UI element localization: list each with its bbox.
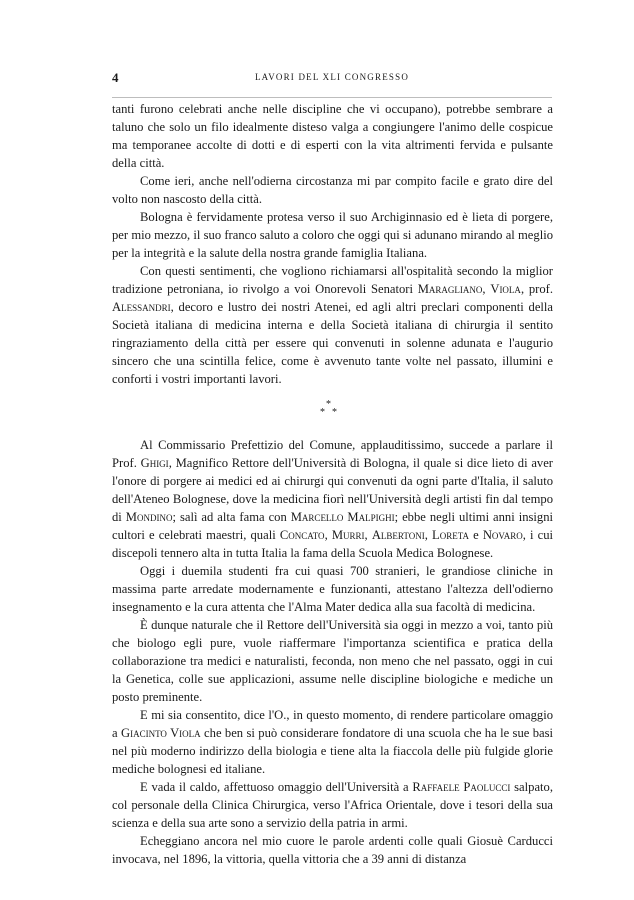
text-run: ,	[324, 528, 332, 542]
text-run: ,	[482, 282, 491, 296]
section-ornament	[112, 392, 553, 426]
asterism-star: *	[326, 399, 331, 410]
text-run: , Magnifico Rettore dell'Università di Bologna, il quale si dice lieto di aver l'onore di porgere ai medici ed ai chirurgi qui convenuti da ogni parte d'Italia, il saluto dell'Ateneo Bolognese, dove la medicina fiorì nell'Università degli artisti fin dal tempo di	[112, 456, 553, 524]
text-run: Al Commissario Prefettizio del Comune, applauditissimo, succede a parlare il Prof.	[112, 438, 553, 470]
name-smallcaps: Loreta	[432, 528, 469, 542]
text-run: ,	[424, 528, 432, 542]
paragraph	[112, 262, 553, 388]
name-smallcaps: Ghigi	[140, 456, 169, 470]
paragraph	[112, 616, 553, 706]
text-run: E vada il caldo, affettuoso omaggio dell'Università a	[140, 780, 413, 794]
paragraph	[112, 100, 553, 172]
text-run: Con questi sentimenti, che vogliono richiamarsi all'ospitalità secondo la miglior tradizione petroniana, io rivolgo a voi Onorevoli Senatori	[112, 264, 553, 296]
text-run: Echeggiano ancora nel mio cuore le parole ardenti colle quali Giosuè Carducci invocava, nel 1896, la vittoria, quella vittoria che a 39 anni di distanza	[112, 834, 553, 866]
text-run: Come ieri, anche nell'odierna circostanza mi par compito facile e grato dire del volto non nascosto della città.	[112, 174, 553, 206]
page-number: 4	[112, 70, 119, 85]
text-run: ; salì ad alta fama con	[172, 510, 291, 524]
paragraph	[112, 778, 553, 832]
text-run: , i cui discepoli tennero alta in tutta Italia la fama della Scuola Medica Bolognese.	[112, 528, 554, 560]
name-smallcaps: Maragliano	[417, 282, 483, 296]
asterism-star: *	[332, 407, 337, 418]
paragraph	[112, 208, 553, 262]
name-smallcaps: Viola	[490, 282, 521, 296]
body-text	[112, 100, 553, 868]
text-run: , prof.	[520, 282, 553, 296]
name-smallcaps: Raffaele Paolucci	[412, 780, 511, 794]
text-run: salpato, col personale della Clinica Chirurgica, verso l'Africa Orientale, dove i tesori della sua scienza e della sua arte sono a servizio della patria in armi.	[112, 780, 553, 830]
text-run: Oggi i duemila studenti fra cui quasi 700 stranieri, le grandiose cliniche in massima parte arredate modernamente e funzionanti, attestano l'altezza dell'odierno insegnamento e la cura attenta che l'Alma Mater dedica alla sua facoltà di medicina.	[112, 564, 553, 614]
text-run: Bologna è fervidamente protesa verso il suo Archiginnasio ed è lieta di porgere, per mio mezzo, il suo franco saluto a coloro che oggi qui si adunano mirando al meglio per la integrità e la salute della nostra grande famiglia Italiana.	[112, 210, 553, 260]
asterism-star: *	[320, 407, 325, 418]
name-smallcaps: Murri	[331, 528, 365, 542]
name-smallcaps: Mondino	[125, 510, 173, 524]
paragraph	[112, 832, 553, 868]
text-run: ; ebbe negli ultimi anni insigni cultori e celebrati maestri, quali	[112, 510, 553, 542]
page-header	[112, 70, 552, 90]
text-run: tanti furono celebrati anche nelle discipline che vi occupano), potrebbe sembrare a taluno che solo un filo idealmente disteso valga a congiungere l'animo delle cospicue ma temporanee accolte di dotti e di esperti con la vita altrimenti fervida e pulsante della città.	[112, 102, 553, 170]
paragraph	[112, 562, 553, 616]
name-smallcaps: Alessandri	[112, 300, 171, 314]
header-rule	[112, 97, 552, 98]
text-run: E mi sia consentito, dice l'O., in questo momento, di rendere particolare omaggio a	[112, 708, 553, 740]
paragraph	[112, 436, 553, 562]
name-smallcaps: Concato	[279, 528, 325, 542]
text-run: È dunque naturale che il Rettore dell'Università sia oggi in mezzo a voi, tanto più che biologo egli pure, vuole riaffermare l'importanza scientifica e pratica della collaborazione tra medici e naturalisti, feconda, non meno che nel passato, oggi in cui la Genetica, colle sue applicazioni, assume nelle discipline biologiche e mediche un posto preminente.	[112, 618, 553, 704]
paragraph	[112, 706, 553, 778]
name-smallcaps: Albertoni	[371, 528, 425, 542]
name-smallcaps: Giacinto Viola	[120, 726, 201, 740]
text-run: , decoro e lustro dei nostri Atenei, ed agli altri preclari componenti della Società italiana di medicina interna e della Società italiana di chirurgia il sentito ringraziamento della città per essere qui convenuti in solenne adunata e l'augurio sincero che una scintilla felice, come è avvenuto tante volte nel passato, illumini e conforti i vostri importanti lavori.	[112, 300, 553, 386]
text-run: che ben si può considerare fondatore di una scuola che ha le sue basi nel più moderno indirizzo della biologia e tiene alta la fiaccola delle più fulgide glorie mediche bolognesi ed italiane.	[112, 726, 554, 776]
paragraph	[112, 172, 553, 208]
text-run: ,	[364, 528, 372, 542]
name-smallcaps: Marcello Malpighi	[290, 510, 395, 524]
text-run: e	[468, 528, 483, 542]
running-head: LAVORI DEL XLI CONGRESSO	[254, 72, 410, 82]
name-smallcaps: Novaro	[482, 528, 523, 542]
